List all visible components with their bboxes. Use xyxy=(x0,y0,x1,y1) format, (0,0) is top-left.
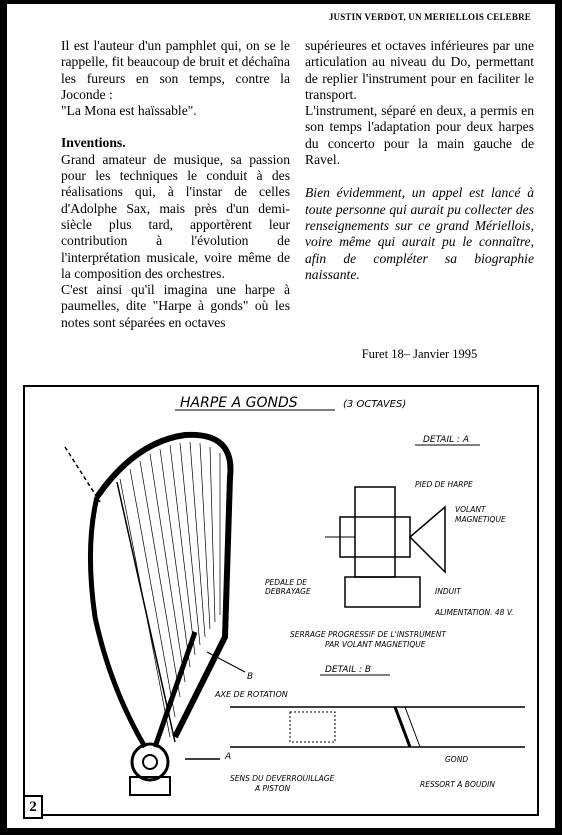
paragraph: C'est ainsi qu'il imagina une harpe à paumelles, dite "Harpe à gonds" où les notes sont séparées en octaves xyxy=(61,282,290,330)
label-ressort: RESSORT A BOUDIN xyxy=(420,780,495,789)
appeal-paragraph: Bien évidemment, un appel est lancé à toute personne qui aurait pu collecter des renseignements sur ce grand Mériellois, voire même qui aurait pu le connaître, afin de compléter sa biographie naissante. xyxy=(305,185,534,282)
figure-subtitle: (3 OCTAVES) xyxy=(343,399,407,410)
paragraph: Grand amateur de musique, sa passion pour les techniques le conduit à des réalisations qui, à l'instar de celles d'Adolphe Sax, mais près d'un demi-siècle plus tard, apportèrent leur contribution à l'évolution de l'interprétation musicale, voire même de la composition des orchestres. xyxy=(61,151,290,281)
detail-a-title: DETAIL : A xyxy=(423,435,470,445)
label-sens: SENS DU DEVERROUILLAGE xyxy=(230,774,335,783)
label-pedale: PEDALE DE xyxy=(265,578,307,587)
label-magnetique: MAGNETIQUE xyxy=(455,515,506,524)
label-induit: INDUIT xyxy=(435,587,461,596)
label-pied-harpe: PIED DE HARPE xyxy=(415,480,473,489)
caption-serrage-2: PAR VOLANT MAGNETIQUE xyxy=(325,640,426,649)
label-volant: VOLANT xyxy=(455,505,486,514)
section-heading: Inventions. xyxy=(61,135,126,151)
harp-illustration xyxy=(65,435,230,795)
label-piston: A PISTON xyxy=(255,784,291,793)
detail-b-drawing xyxy=(230,707,525,747)
harp-drawing-figure xyxy=(23,385,539,816)
label-a: A xyxy=(225,752,232,762)
label-axe-rotation: AXE DE ROTATION xyxy=(215,690,288,699)
paragraph: Il est l'auteur d'un pamphlet qui, on se le rappelle, fit beaucoup de bruit et déchaîna les fureurs en son temps, contre la Joconde : xyxy=(61,38,290,102)
figure-title: HARPE A GONDS xyxy=(180,395,298,411)
quote: "La Mona est haïssable". xyxy=(61,103,197,119)
paragraph: supérieures et octaves inférieures par une articulation au niveau du Do, permettant de replier l'instrument pour en faciliter le transport. xyxy=(305,38,534,102)
page-number: 2 xyxy=(23,795,43,819)
harp-drawing xyxy=(25,387,537,814)
caption-serrage-1: SERRAGE PROGRESSIF DE L'INSTRUMENT xyxy=(290,630,446,639)
detail-a-drawing xyxy=(325,487,445,607)
detail-b-title: DETAIL : B xyxy=(325,665,372,675)
label-b: B xyxy=(247,672,254,682)
right-column xyxy=(305,38,534,283)
paragraph: L'instrument, séparé en deux, a permis en son temps l'adaptation pour deux harpes du concerto pour la main gauche de Ravel. xyxy=(305,103,534,168)
left-column xyxy=(61,38,290,331)
label-gond: GOND xyxy=(445,755,469,764)
label-debrayage: DEBRAYAGE xyxy=(265,587,311,596)
signature: Furet 18– Janvier 1995 xyxy=(361,347,478,361)
label-alimentation: ALIMENTATION. 48 V. xyxy=(435,608,514,617)
running-header: JUSTIN VERDOT, UN MERIELLOIS CELEBRE xyxy=(328,12,531,22)
